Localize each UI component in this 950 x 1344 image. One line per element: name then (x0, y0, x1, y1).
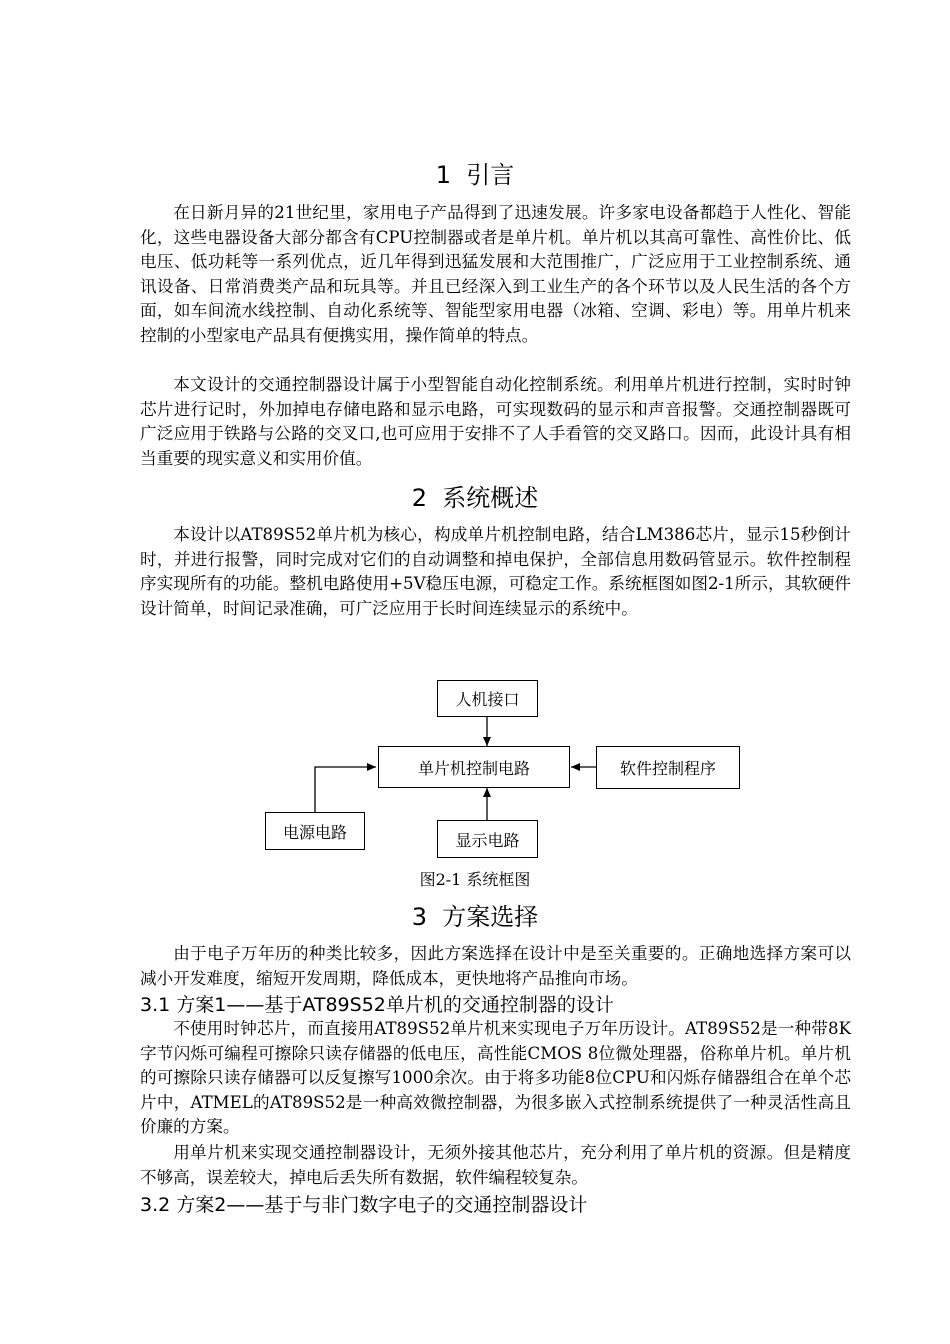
section-2-title: 2 系统概述 (411, 484, 539, 512)
section-3-paragraph-1: 由于电子万年历的种类比较多，因此方案选择在设计中是至关重要的。正确地选择方案可以减小开发难度，缩短开发周期，降低成本，更快地将产品推向市场。 (140, 944, 851, 988)
mcu-control-circuit-box: 单片机控制电路 (378, 746, 570, 788)
subsection-3-1-paragraph-1: 不使用时钟芯片，而直接用AT89S52单片机来实现电子万年历设计。AT89S52是一种带8K字节闪烁可编程可擦除只读存储器的低电压，高性能CMOS 8位微处理器，俗称单片机。单片机的可擦除只读存储器可以反复擦写1000余次。由于将多功能8位CPU和闪烁存储器组合在单个芯片中，ATMEL的AT89S52是一种高效微控制器，为很多嵌入式控制系统提供了一种灵活性高且价廉的方案。 (140, 1019, 851, 1136)
subsection-3-2-title: 3.2 方案2——基于与非门数字电子的交通控制器设计 (140, 1194, 588, 1216)
display-circuit-box: 显示电路 (437, 820, 538, 858)
section-3-title: 3 方案选择 (411, 903, 539, 931)
subsection-3-1-title: 3.1 方案1——基于AT89S52单片机的交通控制器的设计 (140, 994, 614, 1016)
section-1-paragraph-2: 本文设计的交通控制器设计属于小型智能自动化控制系统。利用单片机进行控制，实时时钟芯片进行记时，外加掉电存储电路和显示电路，可实现数码的显示和声音报警。交通控制器既可广泛应用于铁路与公路的交叉口,也可应用于安排不了人手看管的交叉路口。因而，此设计具有相当重要的现实意义和实用价值。 (140, 375, 851, 468)
arrow-power-to-mcu (315, 767, 376, 812)
subsection-3-1-paragraph-2: 用单片机来实现交通控制器设计，无须外接其他芯片，充分利用了单片机的资源。但是精度不够高，误差较大，掉电后丢失所有数据，软件编程较复杂。 (140, 1143, 851, 1187)
human-interface-box: 人机接口 (437, 680, 538, 717)
section-1-title: 1 引言 (435, 161, 515, 189)
section-2-paragraph-1: 本设计以AT89S52单片机为核心，构成单片机控制电路，结合LM386芯片，显示15秒倒计时，并进行报警，同时完成对它们的自动调整和掉电保护，全部信息用数码管显示。软件控制程序实现所有的功能。整机电路使用+5V稳压电源，可稳定工作。系统框图如图2-1所示，其软硬件设计简单，时间记录准确，可广泛应用于长时间连续显示的系统中。 (140, 525, 851, 618)
figure-caption: 图2-1 系统框图 (419, 870, 531, 889)
power-circuit-box: 电源电路 (265, 812, 365, 850)
section-1-paragraph-1: 在日新月异的21世纪里，家用电子产品得到了迅速发展。许多家电设备都趋于人性化、智能化，这些电器设备大部分都含有CPU控制器或者是单片机。单片机以其高可靠性、高性价比、低电压、低功耗等一系列优点，近几年得到迅猛发展和大范围推广，广泛应用于工业控制系统、通讯设备、日常消费类产品和玩具等。并且已经深入到工业生产的各个环节以及人民生活的各个方面，如车间流水线控制、自动化系统等、智能型家用电器（冰箱、空调、彩电）等。用单片机来控制的小型家电产品具有便携实用，操作简单的特点。 (140, 203, 851, 345)
software-control-program-box: 软件控制程序 (596, 746, 740, 789)
